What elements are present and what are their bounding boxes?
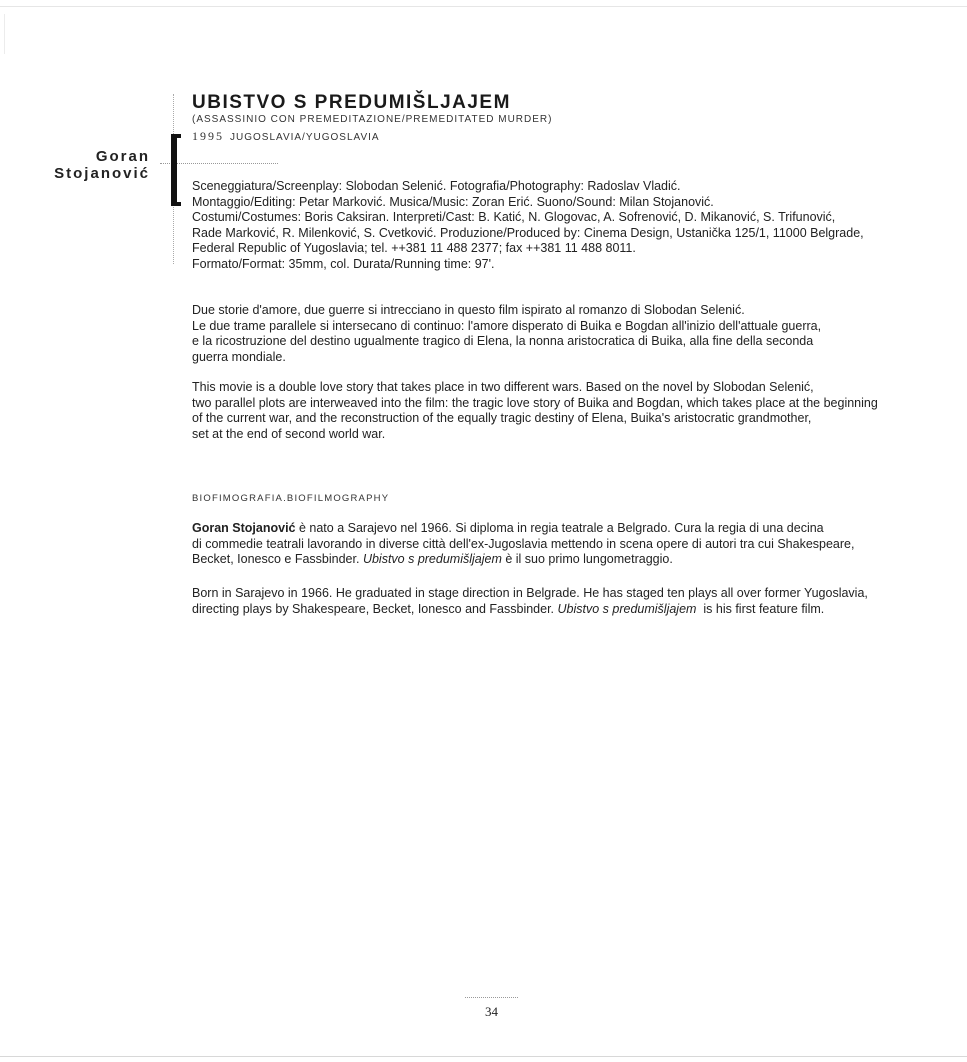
bio-text: is his first feature film. <box>696 601 825 616</box>
scan-edge-left <box>4 14 5 54</box>
director-last-name: Stojanović <box>54 165 150 182</box>
bio-film-title: Ubistvo s predumišljajem <box>557 601 697 616</box>
synopsis-line: Due storie d'amore, due guerre si intrecciano in questo film ispirato al romanzo di Slobodan Selenić. <box>192 303 745 317</box>
synopsis-line: of the current war, and the reconstruction of the equally tragic destiny of Elena, Buika's aristocratic grandmother, <box>192 411 812 425</box>
bio-director-name: Goran Stojanović <box>192 521 296 535</box>
credits-line: Sceneggiatura/Screenplay: Slobodan Selenić. Fotografia/Photography: Radoslav Vladić. <box>192 179 681 193</box>
page-number: 34 <box>485 1004 498 1019</box>
biofilmography-heading: BIOFIMOGRAFIA.BIOFILMOGRAPHY <box>192 493 390 504</box>
bio-film-title: Ubistvo s predumišljajem <box>362 552 502 566</box>
credits-line: Montaggio/Editing: Petar Marković. Musica/Music: Zoran Erić. Suono/Sound: Milan Stojanović. <box>192 194 714 209</box>
credits-line: Formato/Format: 35mm, col. Durata/Running time: 97'. <box>192 256 495 271</box>
bio-line <box>192 521 902 537</box>
bio-text: directing plays by Shakespeare, Becket, Ionesco and Fassbinder. <box>192 601 558 616</box>
bio-line <box>192 552 902 568</box>
page-number-rule <box>465 997 518 998</box>
synopsis-line: two parallel plots are interweaved into the film: the tragic love story of Buika and Bogdan, which takes place at the beginning <box>192 395 878 410</box>
bio-text: Becket, Ionesco e Fassbinder. <box>192 552 363 566</box>
bio-line <box>192 602 902 618</box>
bio-text: è il suo primo lungometraggio. <box>501 552 673 566</box>
scan-edge-bottom <box>0 1056 967 1057</box>
bio-line: di commedie teatrali lavorando in diverse città dell'ex-Jugoslavia mettendo in scena opere di autori tra cui Shakespeare, <box>192 536 855 551</box>
bio-line: Born in Sarajevo in 1966. He graduated in stage direction in Belgrade. He has staged ten plays all over former Yugoslavia, <box>192 586 868 600</box>
scan-edge-top <box>0 6 967 7</box>
film-year: 1995 <box>192 129 224 143</box>
synopsis-english <box>192 380 902 442</box>
synopsis-line: e la ricostruzione del destino ugualmente tragico di Elena, la nonna aristocratica di Buika, alla fine della seconda <box>192 334 814 348</box>
credits-block <box>192 179 902 272</box>
synopsis-line: set at the end of second world war. <box>192 426 386 441</box>
synopsis-italian <box>192 303 902 365</box>
bio-text: è nato a Sarajevo nel 1966. Si diploma in regia teatrale a Belgrado. Cura la regia di una decina <box>295 521 824 535</box>
bio-english <box>192 586 902 617</box>
bracket-ornament <box>171 134 181 206</box>
film-title: UBISTVO S PREDUMIŠLJAJEM <box>192 92 511 113</box>
director-name <box>54 148 150 182</box>
film-year-country <box>192 129 380 144</box>
credits-line: Costumi/Costumes: Boris Caksiran. Interpreti/Cast: B. Katić, N. Glogovac, A. Sofrenović, D. Mikanović, S. Trifunović, <box>192 210 836 224</box>
film-subtitle: (ASSASSINIO CON PREMEDITAZIONE/PREMEDITATED MURDER) <box>192 114 553 125</box>
director-first-name: Goran <box>95 148 150 165</box>
synopsis-line: This movie is a double love story that takes place in two different wars. Based on the novel by Slobodan Selenić, <box>192 380 814 394</box>
bio-italian <box>192 521 902 568</box>
credits-line: Rade Marković, R. Milenković, S. Cvetković. Produzione/Produced by: Cinema Design, Ustanička 125/1, 11000 Belgrade, <box>192 225 864 240</box>
synopsis-line: guerra mondiale. <box>192 349 286 364</box>
credits-line: Federal Republic of Yugoslavia; tel. ++381 11 488 2377; fax ++381 11 488 8011. <box>192 241 636 255</box>
synopsis-line: Le due trame parallele si intersecano di continuo: l'amore disperato di Buika e Bogdan all'inizio dell'attuale guerra, <box>192 318 822 333</box>
film-country: JUGOSLAVIA/YUGOSLAVIA <box>230 132 380 143</box>
